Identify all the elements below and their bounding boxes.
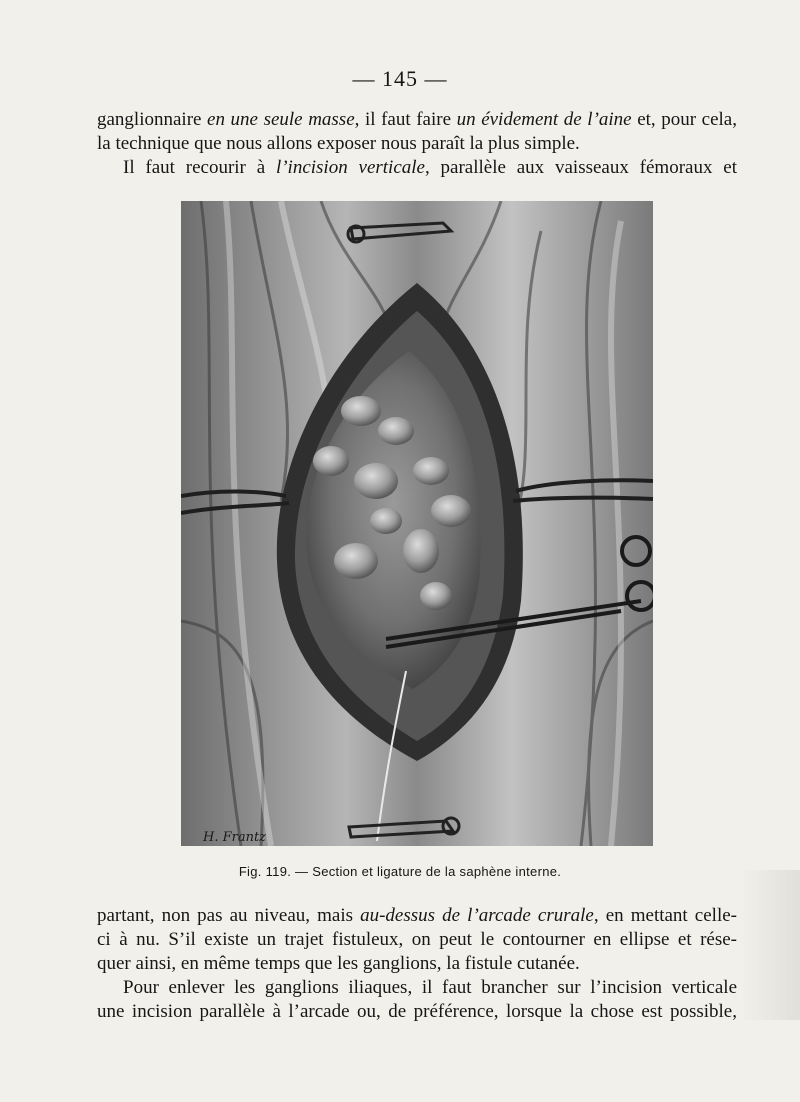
show-through-shadow: [740, 870, 800, 1020]
text-span: partant, non pas au niveau, mais: [97, 905, 361, 926]
italic-span: l’incision verticale: [275, 157, 425, 178]
text-line-5: ci à nu. S’il existe un trajet fistuleux, on peut le contourner en ellipse et rése-: [97, 929, 737, 950]
surgical-illustration: [181, 201, 653, 846]
text-line-3: [97, 156, 737, 179]
illustration-drawing: [181, 201, 653, 846]
text-line-6: quer ainsi, en même temps que les ganglions, la fistule cutanée.: [97, 953, 580, 974]
text-line-1: [97, 108, 737, 131]
italic-span: au-dessus de l’arcade crurale: [360, 905, 594, 926]
page-number: — 145 —: [352, 66, 448, 91]
text-span: , parallèle aux vaisseaux fémoraux et: [424, 157, 737, 178]
text-line-8: une incision parallèle à l’arcade ou, de préférence, lorsque la chose est possible,: [97, 1001, 737, 1022]
text-span: Il faut recourir à: [123, 157, 276, 178]
text-span: ganglionnaire: [97, 109, 208, 130]
text-line-7: Pour enlever les ganglions iliaques, il faut brancher sur l’incision verticale: [123, 977, 737, 998]
figure-caption: Fig. 119. — Section et ligature de la saphène interne.: [238, 864, 562, 879]
italic-span: un évidement de l’aine: [456, 109, 632, 130]
italic-span: en une seule masse: [207, 109, 355, 130]
text-line-2: la technique que nous allons exposer nous paraît la plus simple.: [97, 133, 580, 154]
text-span: , il faut faire: [354, 109, 457, 130]
text-span: , en mettant celle-: [593, 905, 737, 926]
artist-signature: H. Frantz: [203, 830, 267, 845]
text-span: et, pour cela,: [631, 109, 737, 130]
text-line-4: [97, 904, 737, 927]
